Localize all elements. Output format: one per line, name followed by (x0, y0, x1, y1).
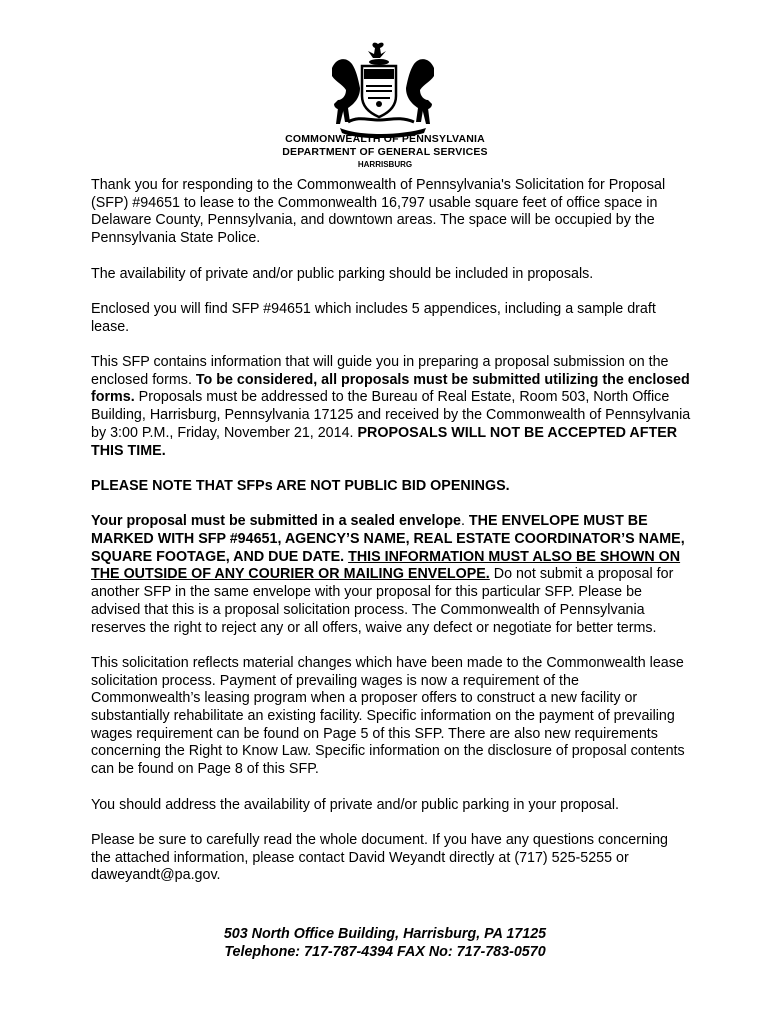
paragraph-envelope (91, 513, 691, 637)
submission-address: Proposals must be addressed to the Bureau of Real Estate, Room 503, North Office Building, Harrisburg, Pennsylvania 17125 and received by the Commonwealth of Pennsylvania by 3:00 P.M., Friday, November 21, 2014. (91, 389, 691, 441)
paragraph-enclosure: Enclosed you will find SFP #94651 which includes 5 appendices, including a sample draft lease. (91, 300, 656, 335)
footer-phone-fax: Telephone: 717-787-4394 FAX No: 717-783-0570 (224, 944, 546, 960)
submission-requirement: To be considered, all proposals must be submitted utilizing the enclosed forms. (91, 371, 690, 406)
paragraph-contact: Please be sure to carefully read the whole document. If you have any questions concerning the attached information, please contact David Weyandt directly at (717) 525-5255 or daweyandt@pa.gov. (91, 831, 668, 884)
letterhead-city: HARRISBURG (357, 160, 413, 169)
paragraph-intro: Thank you for responding to the Commonwealth of Pennsylvania's Solicitation for Proposal (SFP) #94651 to lease to the Commonwealth 16,797 usable square feet of office space in Delaware County, Pennsylvania, and downtown areas. The space will be occupied by the Pennsylvania State Police. (91, 177, 666, 247)
envelope-terms: Do not submit a proposal for another SFP in the same envelope with your proposal for this particular SFP. Please be advised that this is a proposal solicitation process. The Commonwealth of Pennsylvania reserves the right to reject any or all offers, waive any defect or negotiate for better terms. (91, 566, 674, 636)
paragraph-bid-notice: PLEASE NOTE THAT SFPs ARE NOT PUBLIC BID OPENINGS. (91, 477, 510, 494)
letter-body (91, 177, 691, 903)
envelope-punct: . (460, 513, 469, 530)
submission-deadline-warning: PROPOSALS WILL NOT BE ACCEPTED AFTER THIS TIME. (91, 424, 678, 459)
paragraph-parking-proposal: You should address the availability of private and/or public parking in your proposal. (91, 796, 619, 813)
envelope-sealed-note: Your proposal must be submitted in a sealed envelope (91, 513, 461, 530)
letterhead-department: DEPARTMENT OF GENERAL SERVICES (282, 146, 488, 158)
envelope-marking-requirement: THE ENVELOPE MUST BE MARKED WITH SFP #94651, AGENCY’S NAME, REAL ESTATE COORDINATOR’S NAME, SQUARE FOOTAGE, AND DUE DATE. (91, 513, 685, 565)
paragraph-parking-note: The availability of private and/or public parking should be included in proposals. (91, 265, 594, 282)
envelope-courier-requirement: THIS INFORMATION MUST ALSO BE SHOWN ON THE OUTSIDE OF ANY COURIER OR MAILING ENVELOPE. (91, 548, 681, 583)
footer-address: 503 North Office Building, Harrisburg, PA 17125 (223, 926, 547, 942)
paragraph-material-changes: This solicitation reflects material changes which have been made to the Commonwealth lease solicitation process. Payment of prevailing wages is now a requirement of the Commonwealth’s leasing program when a proposer offers to construct a new facility or substantially rehabilitate an existing facility. Specific information on the payment of prevailing wages requirement can be found on Page 5 of this SFP. There are also new requirements concerning the Right to Know Law. Specific information on the disclosure of proposal contents can be found on Page 8 of this SFP. (91, 654, 685, 778)
letterhead-commonwealth: COMMONWEALTH OF PENNSYLVANIA (285, 133, 485, 145)
pennsylvania-coat-of-arms-icon (318, 38, 448, 138)
submission-text: This SFP contains information that will guide you in preparing a proposal submission on the enclosed forms. (91, 353, 669, 388)
paragraph-submission (91, 354, 691, 460)
